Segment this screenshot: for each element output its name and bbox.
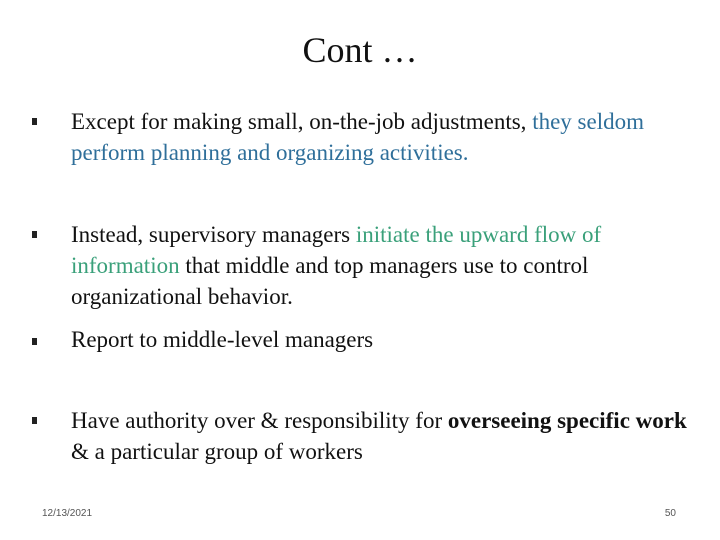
slide-title: Cont … [302, 30, 418, 70]
footer-page-number: 50 [664, 508, 676, 519]
bullet-text-2 [71, 219, 701, 312]
bullet-2-highlight: initiate the upward flow of information [71, 222, 602, 278]
footer-date: 12/13/2021 [42, 508, 93, 519]
bullet-1-text: Except for making small, on-the-job adjustments, [71, 109, 533, 134]
bullet-4-text-end: & a particular group of workers [71, 439, 363, 464]
square-bullet-icon [32, 231, 37, 238]
bullet-1-highlight: they seldom perform planning and organizing activities. [71, 109, 644, 165]
square-bullet-icon [32, 118, 37, 125]
bullet-text-1 [71, 106, 701, 168]
square-bullet-icon [32, 338, 37, 345]
bullet-text-3: Report to middle-level managers [71, 327, 374, 352]
bullet-2-text-start: Instead, supervisory managers [71, 222, 356, 247]
bullet-2-text-end: that middle and top managers use to control organizational behavior. [71, 253, 589, 309]
bullet-text-4 [71, 405, 701, 467]
bullet-4-text-start: Have authority over & responsibility for [71, 408, 448, 433]
square-bullet-icon [32, 417, 37, 424]
bullet-4-bold: overseeing specific work [447, 408, 687, 433]
